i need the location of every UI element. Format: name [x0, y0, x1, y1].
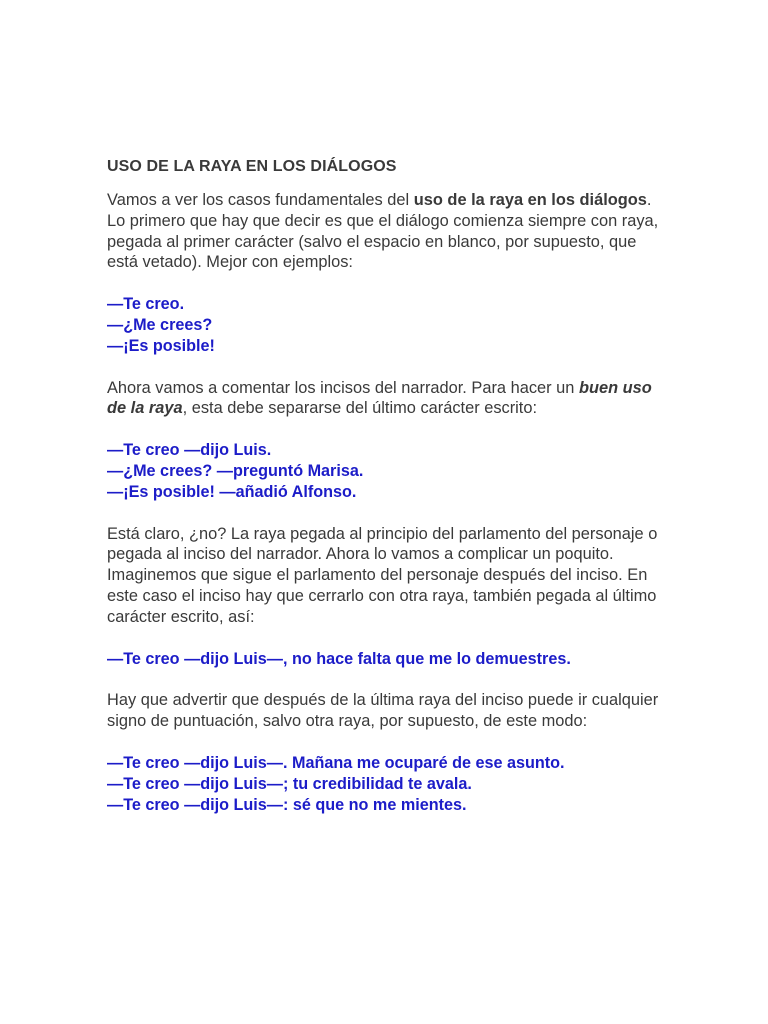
dialog-line: —Te creo —dijo Luis—: sé que no me mientes.	[107, 795, 467, 814]
paragraph-incisos	[107, 378, 667, 420]
document-page	[107, 157, 667, 815]
dialog-line: —¡Es posible!	[107, 336, 215, 355]
bold-italic-text: buen uso de la raya	[107, 378, 652, 418]
dialog-line: —¿Me crees? —preguntó Marisa.	[107, 461, 364, 480]
paragraph-intro	[107, 190, 667, 273]
dialog-line: —¿Me crees?	[107, 315, 213, 334]
dialog-examples-1	[107, 294, 667, 356]
dialog-line: —Te creo —dijo Luis.	[107, 441, 272, 460]
text-run: Ahora vamos a comentar los incisos del narrador. Para hacer un	[107, 378, 579, 397]
text-run: Vamos a ver los casos fundamentales del	[107, 191, 414, 209]
text-run: . Lo primero que hay que decir es que el diálogo comienza siempre con raya, pegada al primer carácter (salvo el espacio en blanco, por supuesto, que está vetado). Mejor con ejemplos:	[107, 191, 659, 272]
dialog-line: —Te creo.	[107, 295, 185, 314]
dialog-line: —¡Es posible! —añadió Alfonso.	[107, 482, 357, 501]
page-title: USO DE LA RAYA EN LOS DIÁLOGOS	[107, 158, 397, 175]
dialog-line: —Te creo —dijo Luis—, no hace falta que me lo demuestres.	[107, 649, 571, 668]
text-run: , esta debe separarse del último carácter escrito:	[182, 399, 538, 418]
paragraph-advertir: Hay que advertir que después de la última raya del inciso puede ir cualquier signo de puntuación, salvo otra raya, por supuesto, de este modo:	[107, 691, 659, 731]
dialog-examples-2	[107, 440, 667, 502]
dialog-line: —Te creo —dijo Luis—; tu credibilidad te avala.	[107, 774, 472, 793]
bold-text: uso de la raya en los diálogos	[413, 191, 647, 209]
dialog-examples-4	[107, 753, 667, 815]
paragraph-complicar: Está claro, ¿no? La raya pegada al principio del parlamento del personaje o pegada al inciso del narrador. Ahora lo vamos a complicar un poquito. Imaginemos que sigue el parlamento del personaje después del inciso. En este caso el inciso hay que cerrarlo con otra raya, también pegada al último carácter escrito, así:	[107, 524, 658, 626]
dialog-examples-3	[107, 649, 667, 670]
dialog-line: —Te creo —dijo Luis—. Mañana me ocuparé de ese asunto.	[107, 753, 565, 772]
